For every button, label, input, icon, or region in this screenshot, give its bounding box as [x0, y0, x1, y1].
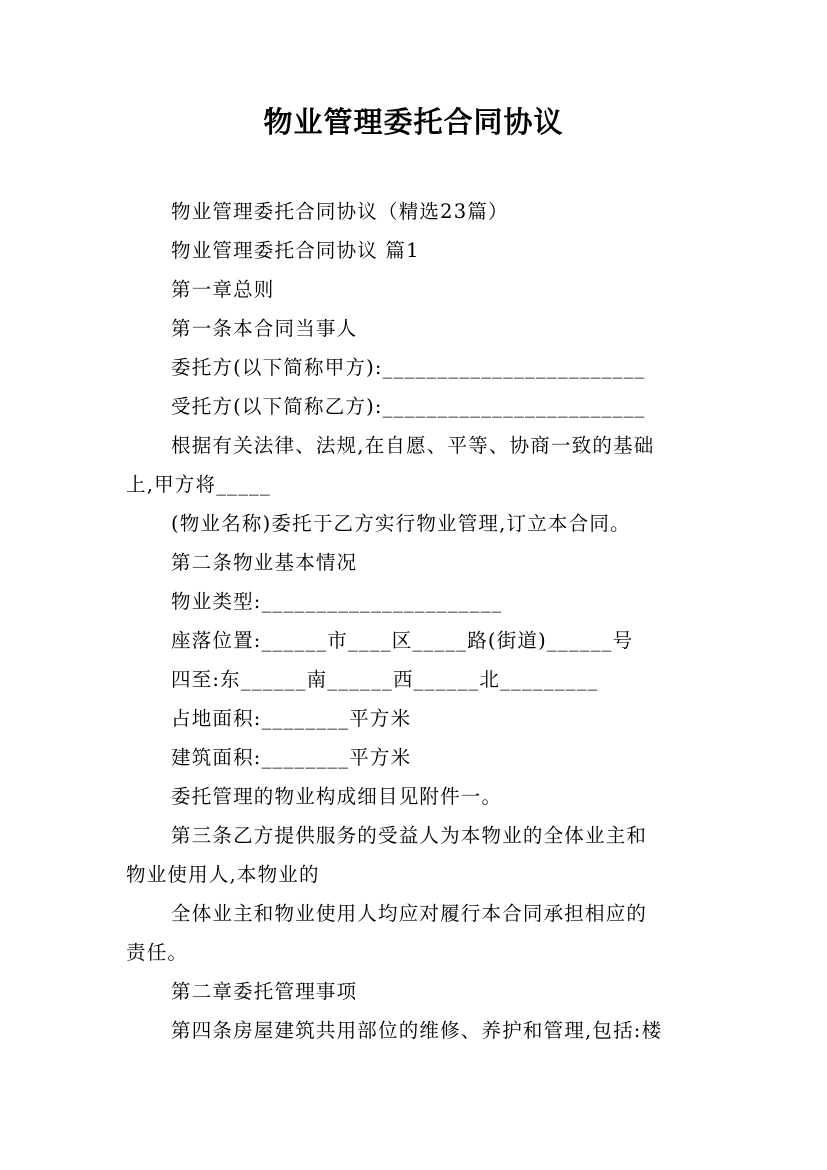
paragraph-article-1: 第一条本合同当事人: [171, 317, 358, 340]
paragraph-party-b: 受托方(以下简称乙方):________________________: [171, 395, 646, 418]
paragraph-building-area: 建筑面积:________平方米: [171, 746, 412, 769]
paragraph-location: 座落位置:______市____区_____路(街道)______号: [171, 629, 634, 652]
paragraph-chapter-2: 第二章委托管理事项: [171, 980, 358, 1003]
paragraph-article-4: 第四条房屋建筑共用部位的维修、养护和管理,包括:楼: [171, 1019, 663, 1042]
paragraph-article-3-line-4: 责任。: [126, 941, 189, 964]
paragraph-land-area: 占地面积:________平方米: [171, 707, 412, 730]
paragraph-basis-line-2: 上,甲方将_____: [126, 473, 271, 496]
paragraph-basis-line-1: 根据有关法律、法规,在自愿、平等、协商一致的基础: [171, 434, 655, 457]
paragraph-section-heading: 物业管理委托合同协议 篇1: [171, 239, 420, 262]
paragraph-article-3-line-3: 全体业主和物业使用人均应对履行本合同承担相应的: [171, 902, 648, 925]
paragraph-property-name: (物业名称)委托于乙方实行物业管理,订立本合同。: [171, 512, 631, 535]
paragraph-appendix-note: 委托管理的物业构成细目见附件一。: [171, 785, 503, 808]
paragraph-chapter-1: 第一章总则: [171, 278, 275, 301]
document-title: 物业管理委托合同协议: [263, 105, 564, 139]
paragraph-property-type: 物业类型:______________________: [171, 590, 503, 613]
paragraph-article-3-line-1: 第三条乙方提供服务的受益人为本物业的全体业主和: [171, 824, 648, 847]
paragraph-article-3-line-2: 物业使用人,本物业的: [126, 863, 320, 886]
paragraph-article-2: 第二条物业基本情况: [171, 551, 358, 574]
paragraph-party-a: 委托方(以下简称甲方):________________________: [171, 356, 646, 379]
paragraph-boundaries: 四至:东______南______西______北_________: [171, 668, 599, 691]
paragraph-subtitle: 物业管理委托合同协议（精选23篇）: [171, 200, 509, 223]
